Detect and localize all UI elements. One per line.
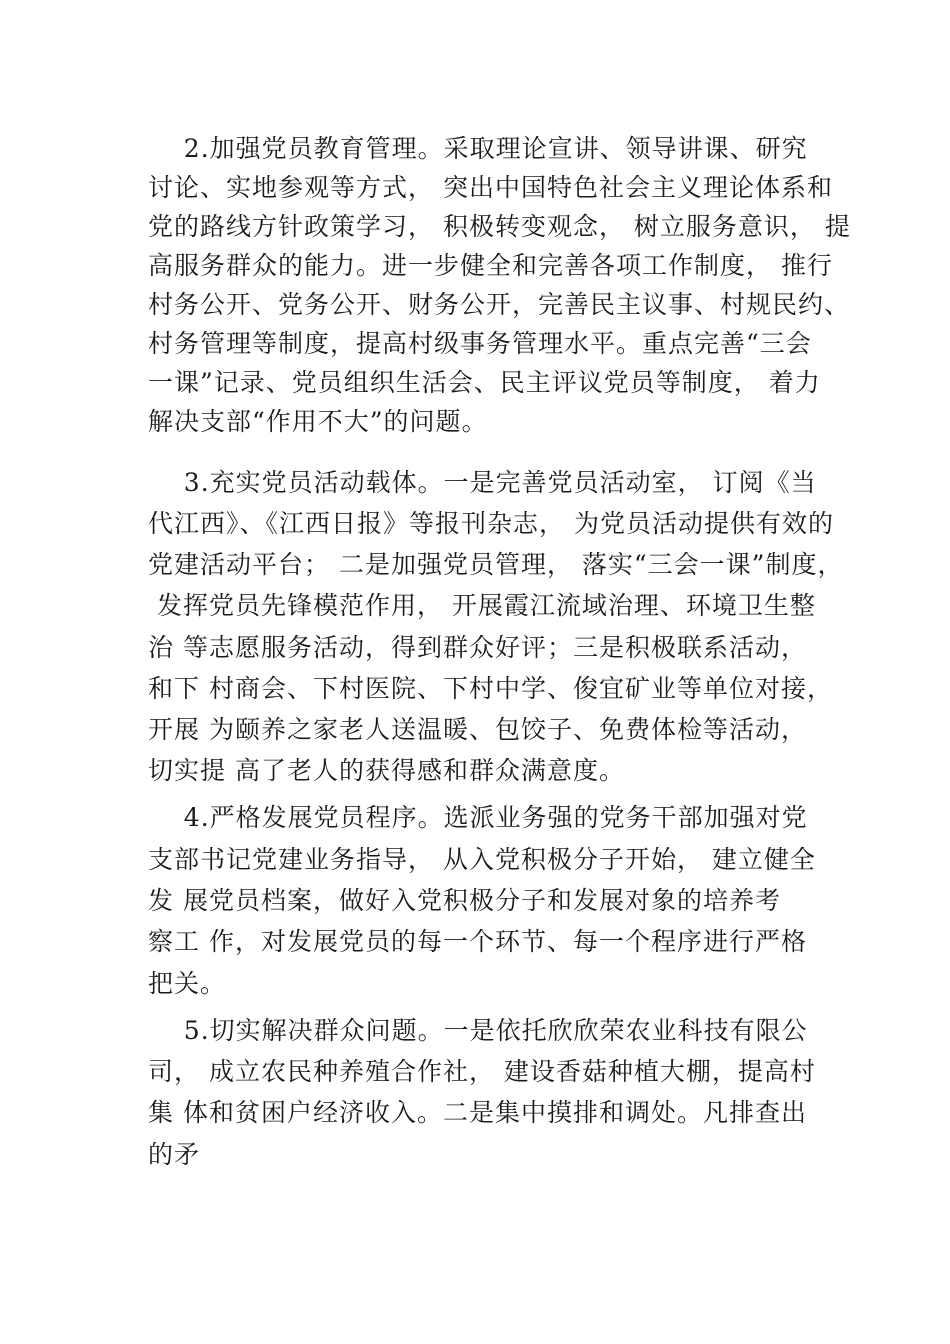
text-line: 集 体和贫困户经济收入。二是集中摸排和调处。凡排查出 (148, 1098, 807, 1127)
text-line: 发挥党员先锋模范作用， 开展霞江流域治理、环境卫生整 (148, 591, 816, 620)
text-line: 发 展党员档案，做好入党积极分子和发展对象的培养考 (148, 886, 781, 915)
text-line: 解决支部“作用不大”的问题。 (148, 407, 488, 436)
text-line: 村务管理等制度，提高村级事务管理水平。重点完善“三会 (148, 329, 812, 358)
text-line: 4.严格发展党员程序。选派业务强的党务干部加强对党 (148, 803, 808, 832)
text-line: 党的路线方针政策学习， 积极转变观念， 树立服务意识， 提 (148, 212, 851, 241)
text-line: 5.切实解决群众问题。一是依托欣欣荣农业科技有限公 (148, 1016, 808, 1045)
text-line: 支部书记党建业务指导， 从入党积极分子开始， 建立健全 (148, 845, 816, 874)
text-line: 一课”记录、党员组织生活会、民主评议党员等制度， 着力 (148, 368, 821, 397)
text-line: 和下 村商会、下村医院、下村中学、俊宜矿业等单位对接， (148, 674, 833, 703)
text-line: 讨论、实地参观等方式， 突出中国特色社会主义理论体系和 (148, 173, 833, 202)
text-line: 治 等志愿服务活动，得到群众好评；三是积极联系活动， (148, 633, 807, 662)
text-line: 司， 成立农民种养殖合作社， 建设香菇种植大棚，提高村 (148, 1057, 816, 1086)
text-line: 高服务群众的能力。进一步健全和完善各项工作制度， 推行 (148, 251, 833, 280)
text-line: 村务公开、党务公开、财务公开，完善民主议事、村规民约、 (148, 290, 851, 319)
text-line: 党建活动平台； 二是加强党员管理， 落实“三会一课”制度， (148, 550, 844, 579)
text-line: 代江西》、《江西日报》等报刊杂志， 为党员活动提供有效的 (148, 509, 834, 538)
text-line: 开展 为颐养之家老人送温暖、包饺子、免费体检等活动， (148, 715, 807, 744)
text-line: 的矛 (148, 1140, 201, 1169)
text-line: 3.充实党员活动载体。一是完善党员活动室， 订阅《当 (148, 468, 817, 497)
text-line: 2.加强党员教育管理。采取理论宣讲、领导讲课、研究 (148, 134, 808, 163)
text-line: 察工 作，对发展党员的每一个环节、每一个程序进行严格 (148, 927, 807, 956)
text-line: 切实提 高了老人的获得感和群众满意度。 (148, 756, 625, 785)
text-line: 把关。 (148, 969, 227, 998)
